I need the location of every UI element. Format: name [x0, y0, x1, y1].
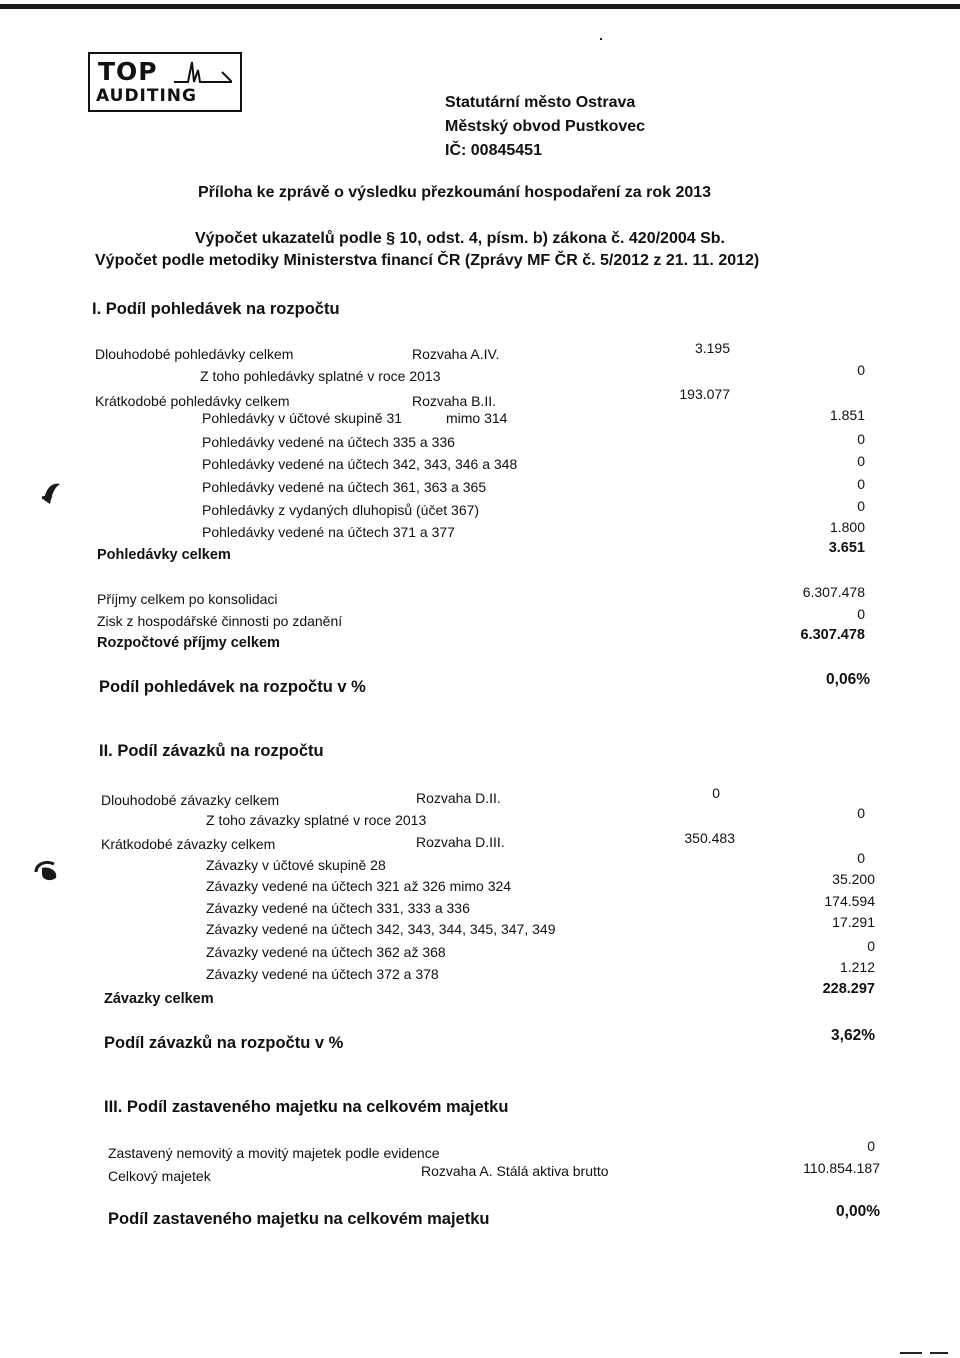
s1-item-4-value: 0 — [857, 476, 865, 492]
s1-item-6-value: 1.800 — [829, 519, 865, 535]
s1-item-3-label: Pohledávky vedené na účtech 342, 343, 346 a 348 — [202, 456, 518, 472]
s3-celkovy-label: Celkový majetek — [108, 1168, 211, 1184]
s1-item-2-value: 0 — [857, 431, 865, 447]
s1-rozpoctove-value: 6.307.478 — [800, 627, 865, 643]
section-2-title: II. Podíl závazků na rozpočtu — [99, 742, 324, 760]
s2-total-value: 228.297 — [822, 981, 875, 997]
s3-zastaveny-label: Zastavený nemovitý a movitý majetek podle evidence — [108, 1145, 440, 1161]
s3-result-value: 0,00% — [836, 1203, 880, 1220]
s1-item-1-extra: mimo 314 — [446, 410, 508, 426]
s1-result-label: Podíl pohledávek na rozpočtu v % — [99, 678, 366, 696]
s1-item-4-label: Pohledávky vedené na účtech 361, 363 a 365 — [202, 479, 487, 495]
s2-kratkodobe-ref: Rozvaha D.III. — [416, 834, 505, 850]
s2-item-3-label: Závazky vedené na účtech 331, 333 a 336 — [206, 900, 470, 916]
s1-zisk-value: 0 — [857, 606, 865, 622]
report-title: Příloha ke zprávě o výsledku přezkoumání hospodaření za rok 2013 — [198, 184, 712, 201]
logo-line-2: AUDITING — [96, 86, 197, 106]
punch-hole-mark-icon — [32, 856, 62, 884]
s2-item-2-label: Závazky vedené na účtech 321 až 326 mimo 324 — [206, 878, 512, 894]
s1-splatne-label: Z toho pohledávky splatné v roce 2013 — [200, 368, 441, 384]
s1-dlouhodobe-ref: Rozvaha A.IV. — [412, 346, 500, 362]
s3-result-label: Podíl zastaveného majetku na celkovém majetku — [108, 1210, 490, 1228]
s1-prijmy-value: 6.307.478 — [802, 584, 865, 600]
s2-item-3-value: 174.594 — [824, 893, 875, 909]
s2-total-label: Závazky celkem — [104, 991, 214, 1007]
s1-total-value: 3.651 — [828, 540, 865, 556]
s2-item-5-label: Závazky vedené na účtech 362 až 368 — [206, 944, 446, 960]
s2-splatne-value: 0 — [857, 805, 865, 821]
s2-dlouhodobe-ref: Rozvaha D.II. — [416, 790, 501, 806]
s3-zastaveny-value: 0 — [867, 1138, 875, 1154]
s1-item-1-value: 1.851 — [829, 407, 865, 423]
scan-speck — [600, 38, 602, 40]
s1-rozpoctove-label: Rozpočtové příjmy celkem — [97, 635, 280, 651]
section-3-title: III. Podíl zastaveného majetku na celkovém majetku — [104, 1098, 509, 1116]
punch-hole-mark-icon — [40, 478, 64, 506]
s1-total-label: Pohledávky celkem — [97, 547, 231, 563]
header-city: Statutární město Ostrava — [445, 94, 636, 111]
s2-result-value: 3,62% — [831, 1027, 875, 1044]
s1-kratkodobe-ref: Rozvaha B.II. — [412, 393, 497, 409]
scan-speck — [900, 1352, 922, 1354]
logo-line-1: TOP — [98, 57, 158, 86]
s1-prijmy-label: Příjmy celkem po konsolidaci — [97, 591, 278, 607]
scan-top-rule — [0, 4, 960, 9]
top-auditing-logo — [88, 52, 242, 112]
s2-item-1-label: Závazky v účtové skupině 28 — [206, 857, 386, 873]
s1-result-value: 0,06% — [826, 671, 870, 688]
s1-zisk-label: Zisk z hospodářské činnosti po zdanění — [97, 613, 343, 629]
s1-item-1-label: Pohledávky v účtové skupině 31 — [202, 410, 403, 426]
s1-kratkodobe-value: 193.077 — [679, 386, 730, 402]
s2-item-5-value: 0 — [867, 938, 875, 954]
header-district: Městský obvod Pustkovec — [445, 118, 646, 135]
s1-item-3-value: 0 — [857, 453, 865, 469]
s1-kratkodobe-label: Krátkodobé pohledávky celkem — [95, 393, 290, 409]
s3-celkovy-ref: Rozvaha A. Stálá aktiva brutto — [421, 1163, 609, 1179]
calculation-basis-line-2: Výpočet podle metodiky Ministerstva financí ČR (Zprávy MF ČR č. 5/2012 z 21. 11. 2012) — [95, 252, 760, 269]
s2-dlouhodobe-label: Dlouhodobé závazky celkem — [101, 792, 280, 808]
logo-signal-icon — [174, 60, 232, 86]
s2-dlouhodobe-value: 0 — [712, 785, 720, 801]
s1-item-6-label: Pohledávky vedené na účtech 371 a 377 — [202, 524, 455, 540]
s2-kratkodobe-label: Krátkodobé závazky celkem — [101, 836, 276, 852]
s3-celkovy-value: 110.854.187 — [803, 1160, 880, 1176]
s1-splatne-value: 0 — [857, 362, 865, 378]
scan-speck — [930, 1352, 948, 1354]
s2-item-6-value: 1.212 — [839, 959, 875, 975]
s2-item-6-label: Závazky vedené na účtech 372 a 378 — [206, 966, 439, 982]
s2-item-2-value: 35.200 — [832, 871, 875, 887]
s2-item-1-value: 0 — [857, 850, 865, 866]
section-1-title: I. Podíl pohledávek na rozpočtu — [92, 300, 340, 318]
s2-item-4-label: Závazky vedené na účtech 342, 343, 344, 345, 347, 349 — [206, 921, 556, 937]
s1-item-2-label: Pohledávky vedené na účtech 335 a 336 — [202, 434, 455, 450]
header-ico: IČ: 00845451 — [445, 142, 542, 159]
s1-item-5-label: Pohledávky z vydaných dluhopisů (účet 367) — [202, 502, 480, 518]
s2-splatne-label: Z toho závazky splatné v roce 2013 — [206, 812, 427, 828]
s1-item-5-value: 0 — [857, 498, 865, 514]
s2-result-label: Podíl závazků na rozpočtu v % — [104, 1034, 344, 1052]
calculation-basis-line-1: Výpočet ukazatelů podle § 10, odst. 4, písm. b) zákona č. 420/2004 Sb. — [195, 230, 725, 247]
s2-kratkodobe-value: 350.483 — [684, 830, 735, 846]
s2-item-4-value: 17.291 — [832, 914, 875, 930]
s1-dlouhodobe-label: Dlouhodobé pohledávky celkem — [95, 346, 294, 362]
s1-dlouhodobe-value: 3.195 — [694, 340, 730, 356]
